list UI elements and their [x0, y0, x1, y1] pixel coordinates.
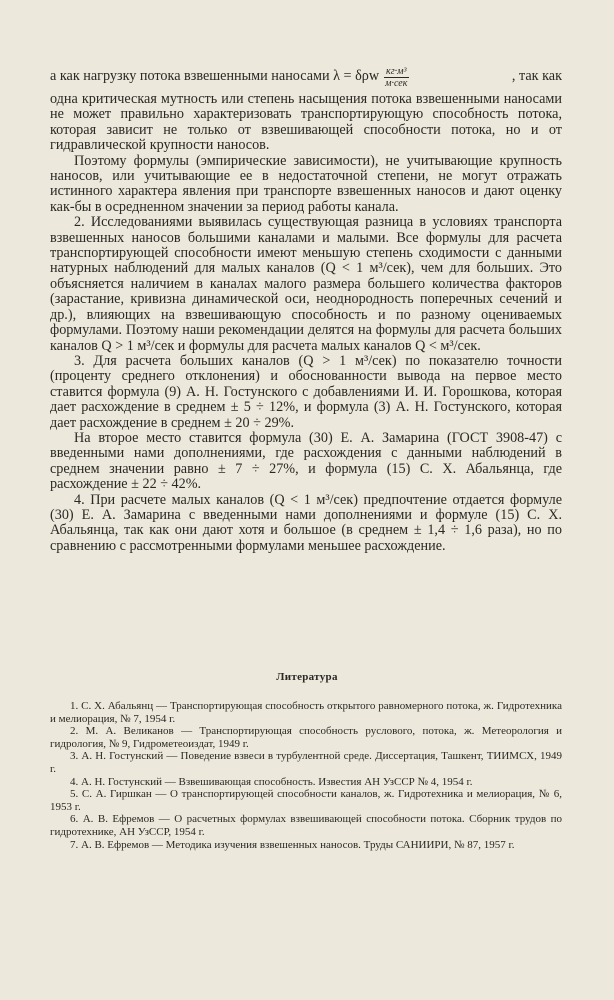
first-line	[50, 62, 562, 92]
fraction-denominator: м·сек	[385, 77, 408, 89]
literature-title: Литература	[276, 671, 338, 683]
paragraph-2: Поэтому формулы (эмпирические зависимости), не учитывающие крупность наносов, или учитывающие ее в недостаточной степени, не могут отражать истинного характера явления при транспорте взвешенных наносов и дают оценку как-бы в осредненном значении за период работы канала.	[50, 152, 562, 215]
paragraph-4: 3. Для расчета больших каналов (Q > 1 м³/сек) по показателю точности (проценту среднего отклонения) и обоснованности вывода на первое место ставится формула (9) А. Н. Гостунского с добавлениями И. И. Горошкова, которая дает расхождение в среднем ± 5 ÷ 12%, и формула (3) А. Н. Гостунского, которая дает расхождение в среднем ± 20 ÷ 29%.	[50, 352, 562, 431]
paragraph-3: 2. Исследованиями выявилась существующая разница в условиях транспорта взвешенных наносов большими каналами и малыми. Все формулы для расчета транспортирующей способности имеют меньшую степень сходимости с данными натурных наблюдений для малых каналов (Q < 1 м³/сек), чем для больших. Это объясняется наличием в каналах малого размера большего количества факторов (зарастание, кривизна динамической оси, неоднородность поперечных сечений и др.), влияющих на взвешивающую способность и по разному оцениваемых формулами. Поэтому наши рекомендации делятся на формулы для расчета больших каналов Q > 1 м³/сек и формулы для расчета малых каналов Q < м³/сек.	[50, 214, 562, 354]
first-line-lead: а как нагрузку потока взвешенными наносами λ = δρw	[50, 68, 380, 85]
reference-item: 3. А. Н. Гостунский — Поведение взвеси в турбулентной среде. Диссертация, Ташкент, ТИИМСХ, 1949 г.	[50, 750, 562, 775]
unit-fraction	[383, 66, 409, 89]
literature-list	[50, 700, 562, 851]
first-line-tail: , так как	[511, 68, 562, 85]
fraction-numerator: кг·м³	[386, 65, 407, 77]
reference-item: 4. А. Н. Гостунский — Взвешивающая способность. Известия АН УзССР № 4, 1954 г.	[70, 775, 473, 788]
reference-item: 2. М. А. Великанов — Транспортирующая способность руслового, потока, ж. Метеорология и гидрология, № 9, Гидрометеоиздат, 1949 г.	[50, 725, 562, 750]
paragraph-5: На второе место ставится формула (30) Е. А. Замарина (ГОСТ 3908-47) с введенными нами дополнениями, где расхождения с данными наблюдений в среднем значении равно ± 7 ÷ 27%, и формула (15) С. Х. Абальянца, где расхождение ± 22 ÷ 42%.	[50, 429, 562, 493]
body-text	[50, 62, 562, 554]
reference-item: 1. С. Х. Абальянц — Транспортирующая способность открытого равномерного потока, ж. Гидротехника и мелиорация, № 7, 1954 г.	[50, 700, 562, 725]
reference-item: 5. С. А. Гиршкан — О транспортирующей способности каналов, ж. Гидротехника и мелиорация, № 6, 1953 г.	[50, 788, 562, 813]
reference-item: 6. А. В. Ефремов — О расчетных формулах взвешивающей способности потока. Сборник трудов по гидротехнике, АН УзССР, 1954 г.	[50, 813, 562, 838]
paragraph-1: одна критическая мутность или степень насыщения потока взвешенными наносами не может правильно характеризовать транспортирующую способность потока, которая зависит не только от взвешивающей способности потока, но и от гидравлической крупности наносов.	[50, 91, 562, 154]
reference-item: 7. А. В. Ефремов — Методика изучения взвешенных наносов. Труды САНИИРИ, № 87, 1957 г.	[70, 838, 515, 851]
paragraph-6: 4. При расчете малых каналов (Q < 1 м³/сек) предпочтение отдается формуле (30) Е. А. Замарина с введенными нами дополнениями и формуле (15) С. Х. Абальянца, так как они дают хотя и большое (в среднем ± 1,4 ÷ 1,6 раза), но по сравнению с рассмотренными формулами меньшее расхождение.	[50, 491, 562, 554]
